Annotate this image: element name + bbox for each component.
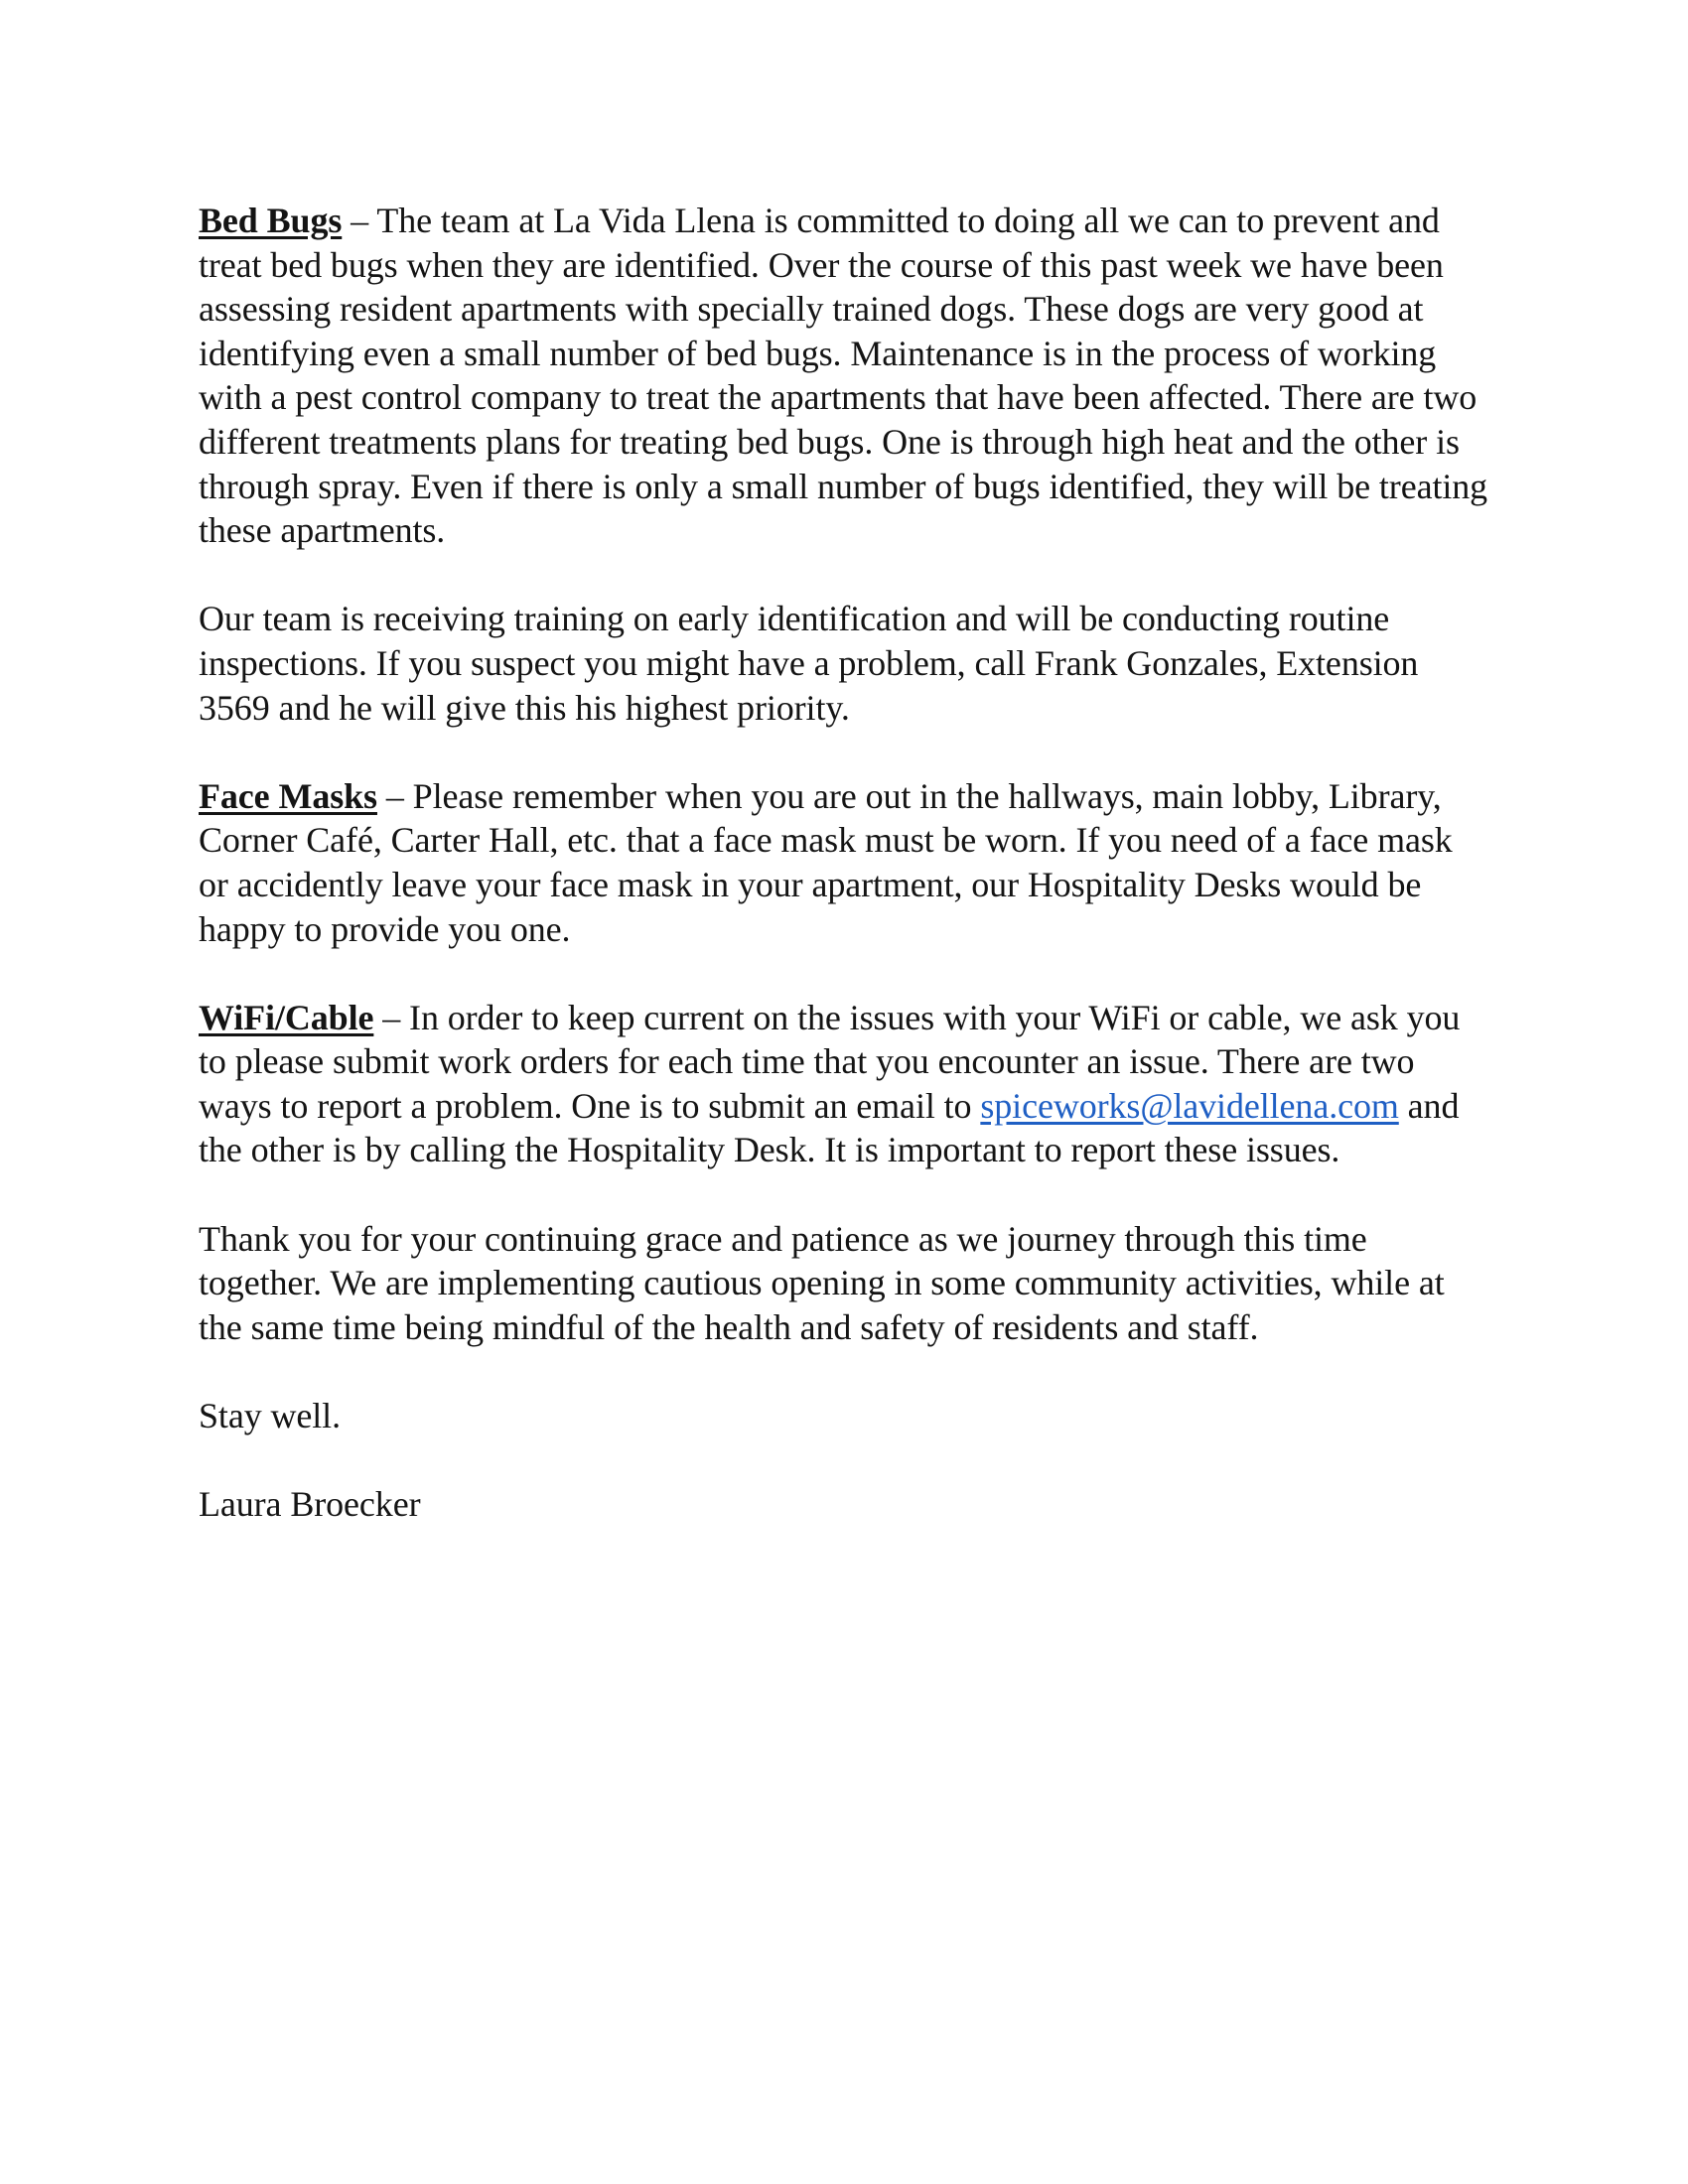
thank-you-paragraph: Thank you for your continuing grace and patience as we journey through this time together. We are implementing cautious opening in some community activities, while at the same time being mindful of the health and safety of residents and staff. (199, 1218, 1445, 1347)
wifi-cable-text-before: – In order to keep current on the issues with your WiFi or cable, we ask you to please submit work orders for each time that you encounter an issue. There are two ways to report a problem. One is to submit an email to (199, 997, 1461, 1126)
face-masks-paragraph (199, 774, 1489, 951)
bed-bugs-text: – The team at La Vida Llena is committed to doing all we can to prevent and treat bed bugs when they are identified. Over the course of this past week we have been assessing resident apartments with specially trained dogs. These dogs are very good at identifying even a small number of bed bugs. Maintenance is in the process of working with a pest control company to treat the apartments that have been affected. There are two different treatments plans for treating bed bugs. One is through high heat and the other is through spray. Even if there is only a small number of bugs identified, they will be treating these apartments. (199, 201, 1488, 551)
wifi-cable-paragraph (199, 996, 1489, 1172)
signature-name: Laura Broecker (199, 1484, 421, 1525)
bed-bugs-heading: Bed Bugs (199, 201, 343, 240)
bed-bugs-paragraph (199, 199, 1489, 553)
wifi-cable-heading: WiFi/Cable (199, 997, 374, 1037)
face-masks-text: – Please remember when you are out in the hallways, main lobby, Library, Corner Café, Carter Hall, etc. that a face mask must be worn. If you need of a face mask or accidently leave your face mask in your apartment, our Hospitality Desks would be happy to provide you one. (199, 775, 1453, 949)
stay-well-line: Stay well. (199, 1396, 341, 1436)
wifi-cable-text-after: and the other is by calling the Hospitality Desk. It is important to report these issues. (199, 1085, 1460, 1170)
email-link[interactable]: spiceworks@lavidellena.com (980, 1085, 1399, 1126)
letter-body (199, 199, 1489, 1527)
inspection-paragraph: Our team is receiving training on early identification and will be conducting routine inspections. If you suspect you might have a problem, call Frank Gonzales, Extension 3569 and he will give this his highest priority. (199, 599, 1419, 728)
face-masks-heading: Face Masks (199, 775, 377, 816)
